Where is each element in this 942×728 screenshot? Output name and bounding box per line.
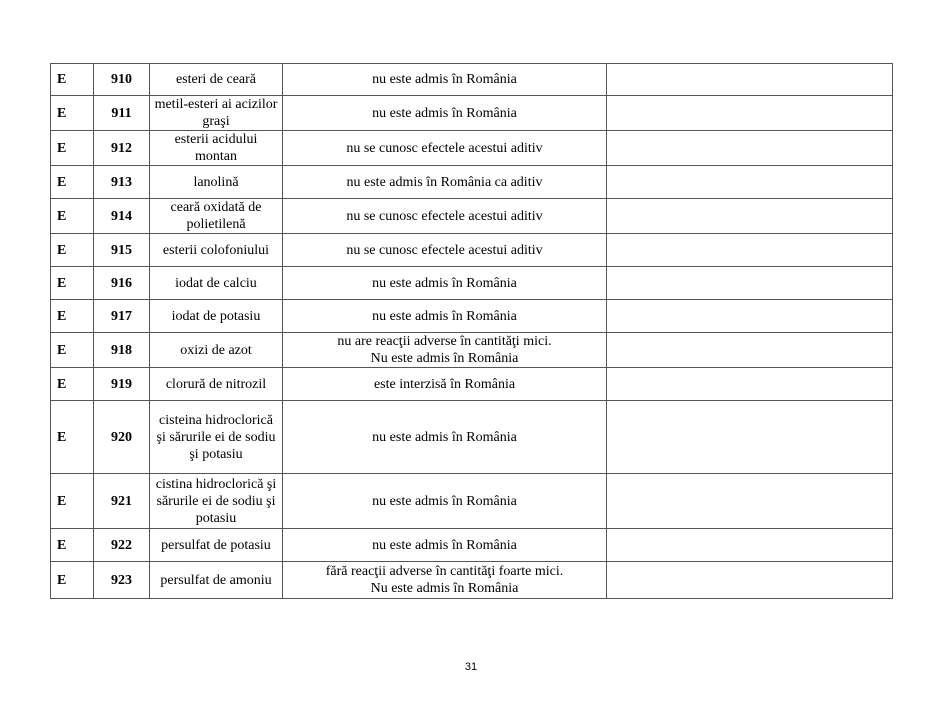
additive-note	[607, 333, 893, 368]
additive-name: iodat de calciu	[150, 267, 283, 300]
additive-code: 912	[94, 131, 150, 166]
additive-name: cisteina hidroclorică şi sărurile ei de sodiu şi potasiu	[150, 401, 283, 474]
additive-prefix: E	[51, 199, 94, 234]
additive-name: esterii acidului montan	[150, 131, 283, 166]
additive-status: nu se cunosc efectele acestui aditiv	[283, 234, 607, 267]
table-row	[51, 562, 893, 599]
additive-status: nu se cunosc efectele acestui aditiv	[283, 199, 607, 234]
additive-code: 914	[94, 199, 150, 234]
additive-status: fără reacţii adverse în cantităţi foarte mici. Nu este admis în România	[283, 562, 607, 599]
additive-code: 919	[94, 368, 150, 401]
table-row	[51, 474, 893, 529]
additive-status: nu este admis în România	[283, 267, 607, 300]
table-row	[51, 96, 893, 131]
additive-code: 920	[94, 401, 150, 474]
additive-prefix: E	[51, 96, 94, 131]
additive-note	[607, 562, 893, 599]
page-number: 31	[464, 661, 478, 673]
additive-name: esterii colofoniului	[150, 234, 283, 267]
additive-note	[607, 199, 893, 234]
additive-code: 918	[94, 333, 150, 368]
additive-note	[607, 267, 893, 300]
additive-prefix: E	[51, 64, 94, 96]
additive-status: nu este admis în România	[283, 529, 607, 562]
additives-table	[50, 63, 893, 599]
additive-name: persulfat de amoniu	[150, 562, 283, 599]
additive-name: iodat de potasiu	[150, 300, 283, 333]
additive-name: oxizi de azot	[150, 333, 283, 368]
additive-note	[607, 131, 893, 166]
additive-code: 915	[94, 234, 150, 267]
additive-code: 916	[94, 267, 150, 300]
additive-prefix: E	[51, 234, 94, 267]
additive-code: 917	[94, 300, 150, 333]
additive-prefix: E	[51, 368, 94, 401]
additive-status: nu este admis în România	[283, 96, 607, 131]
table-row	[51, 368, 893, 401]
additive-note	[607, 529, 893, 562]
additive-prefix: E	[51, 131, 94, 166]
additive-prefix: E	[51, 529, 94, 562]
table-row	[51, 64, 893, 96]
additive-note	[607, 166, 893, 199]
additive-name: cistina hidroclorică şi sărurile ei de sodiu şi potasiu	[150, 474, 283, 529]
additive-code: 910	[94, 64, 150, 96]
table-row	[51, 131, 893, 166]
additive-status: nu este admis în România	[283, 474, 607, 529]
additive-note	[607, 474, 893, 529]
table-row	[51, 166, 893, 199]
additive-prefix: E	[51, 166, 94, 199]
table-row	[51, 401, 893, 474]
additive-name: lanolină	[150, 166, 283, 199]
table-row	[51, 300, 893, 333]
additive-code: 923	[94, 562, 150, 599]
table-row	[51, 234, 893, 267]
table-row	[51, 333, 893, 368]
additive-note	[607, 300, 893, 333]
additive-status: nu este admis în România ca aditiv	[283, 166, 607, 199]
additive-name: clorură de nitrozil	[150, 368, 283, 401]
additive-prefix: E	[51, 333, 94, 368]
additive-prefix: E	[51, 267, 94, 300]
additive-status: este interzisă în România	[283, 368, 607, 401]
additive-name: metil-esteri ai acizilor graşi	[150, 96, 283, 131]
additives-table-body	[51, 64, 893, 599]
table-row	[51, 529, 893, 562]
additive-prefix: E	[51, 401, 94, 474]
additive-note	[607, 64, 893, 96]
additive-status: nu se cunosc efectele acestui aditiv	[283, 131, 607, 166]
additive-status: nu are reacţii adverse în cantităţi mici. Nu este admis în România	[283, 333, 607, 368]
additive-prefix: E	[51, 300, 94, 333]
additive-name: ceară oxidată de polietilenă	[150, 199, 283, 234]
additive-note	[607, 234, 893, 267]
additive-code: 922	[94, 529, 150, 562]
table-row	[51, 267, 893, 300]
additive-status: nu este admis în România	[283, 300, 607, 333]
additive-code: 921	[94, 474, 150, 529]
additive-code: 913	[94, 166, 150, 199]
additive-prefix: E	[51, 474, 94, 529]
additive-name: esteri de ceară	[150, 64, 283, 96]
additive-note	[607, 96, 893, 131]
additive-prefix: E	[51, 562, 94, 599]
additive-note	[607, 401, 893, 474]
additive-note	[607, 368, 893, 401]
additive-name: persulfat de potasiu	[150, 529, 283, 562]
additive-status: nu este admis în România	[283, 401, 607, 474]
table-row	[51, 199, 893, 234]
additive-code: 911	[94, 96, 150, 131]
additive-status: nu este admis în România	[283, 64, 607, 96]
